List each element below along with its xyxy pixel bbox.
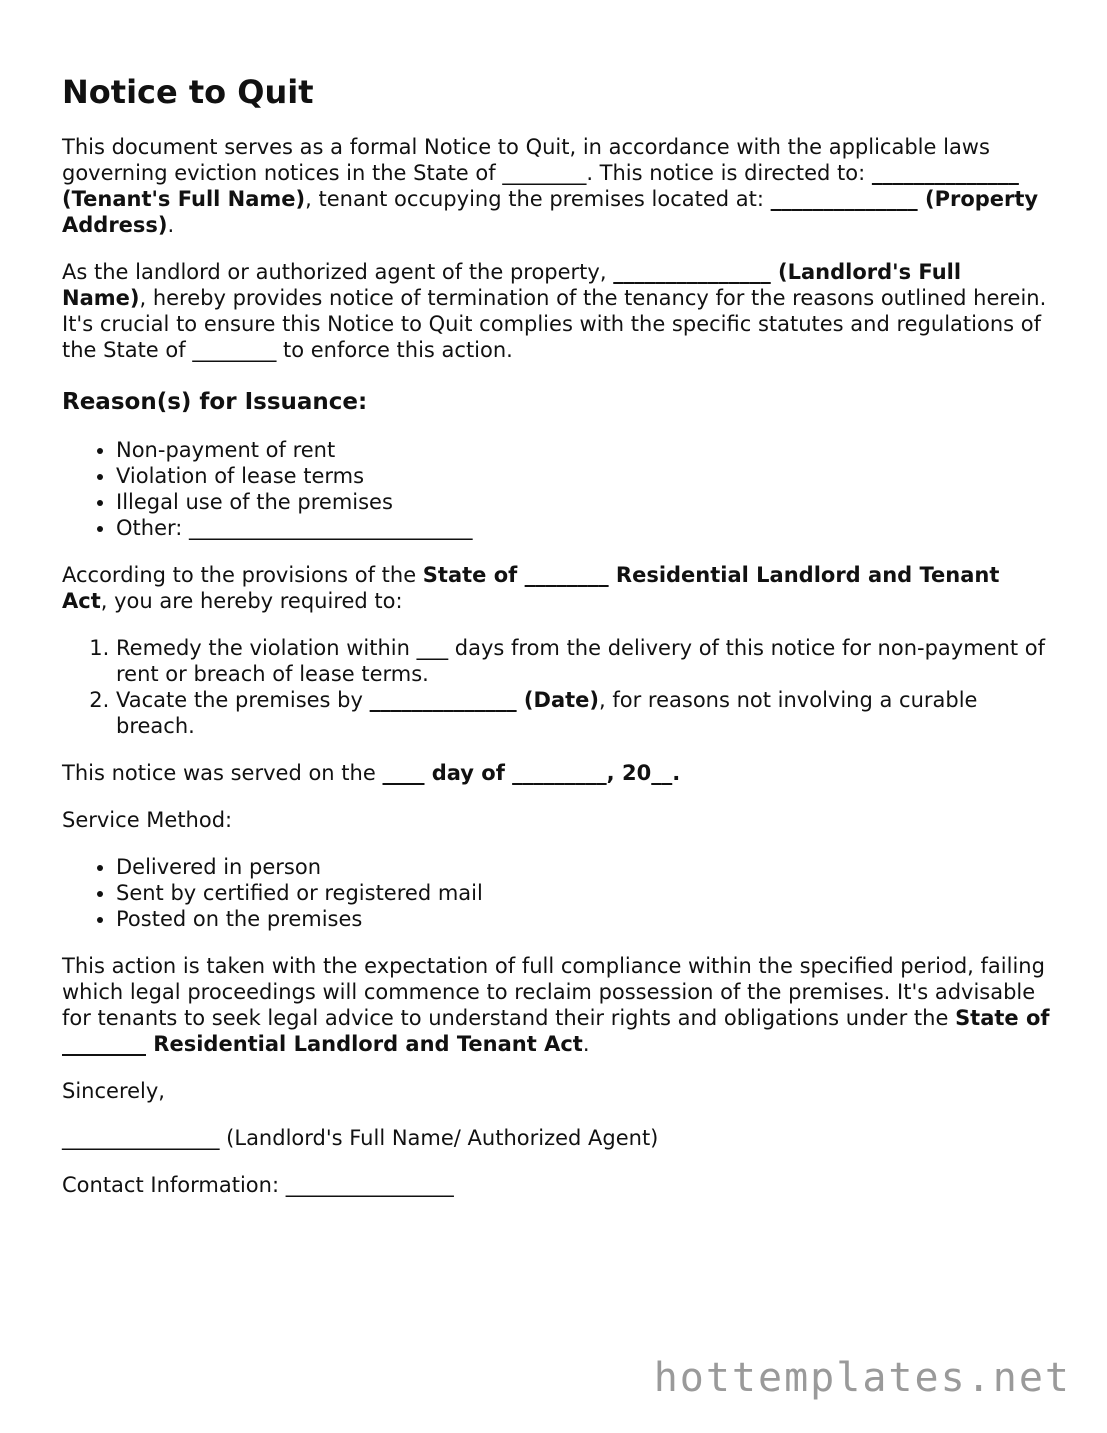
closing-text-2: . xyxy=(582,1032,590,1056)
vacate-text-1: Vacate the premises by xyxy=(116,688,370,712)
landlord-paragraph xyxy=(62,259,1052,363)
served-paragraph xyxy=(62,760,1052,786)
reason-item-illegal-use: • Illegal use of the premises xyxy=(116,489,1052,515)
vacate-text-2: , for reasons not involving a curable breach. xyxy=(116,688,978,738)
vacate-date-blank: ______________ (Date) xyxy=(369,688,600,712)
intro-paragraph xyxy=(62,134,1052,238)
reasons-heading: Reason(s) for Issuance: xyxy=(62,389,368,415)
served-date-blank: ____ day of _________, 20__. xyxy=(382,761,681,785)
service-item-in-person: • Delivered in person xyxy=(116,854,1052,880)
sincerely-line: Sincerely, xyxy=(62,1079,165,1103)
watermark-text: hottemplates.net xyxy=(653,1355,1071,1401)
service-item-mail: • Sent by certified or registered mail xyxy=(116,880,1052,906)
intro-text-2: , tenant occupying the premises located at: xyxy=(305,187,771,211)
tenant-name-blank: ______________ (Tenant's Full Name) xyxy=(62,161,1019,211)
reason-item-other: • Other: ___________________________ xyxy=(116,515,1052,541)
served-text: This notice was served on the xyxy=(62,761,383,785)
service-method-label: Service Method: xyxy=(62,808,233,832)
signature-line: _______________ (Landlord's Full Name/ Authorized Agent) xyxy=(62,1126,659,1150)
property-address-blank: ______________ (Property Address) xyxy=(62,187,1039,237)
document-page xyxy=(62,72,1052,1219)
requirement-item-vacate xyxy=(116,687,1052,739)
reason-item-violation: • Violation of lease terms xyxy=(116,463,1052,489)
landlord-name-blank: _______________ (Landlord's Full Name) xyxy=(62,260,962,310)
contact-information: Contact Information: ________________ xyxy=(62,1173,454,1197)
landlord-text-1: As the landlord or authorized agent of the property, xyxy=(62,260,614,284)
provisions-paragraph xyxy=(62,562,1052,614)
provisions-act-name: State of ________ Residential Landlord and Tenant Act xyxy=(62,563,1000,613)
closing-paragraph xyxy=(62,953,1052,1057)
document-title: Notice to Quit xyxy=(62,73,314,111)
reasons-list xyxy=(62,437,1052,541)
service-item-posted: • Posted on the premises xyxy=(116,906,1052,932)
landlord-text-2: , hereby provides notice of termination of the tenancy for the reasons outlined herein. It's crucial to ensure this Notice to Quit complies with the specific statutes and regulations of the State of ________ to enforce this action. xyxy=(62,286,1047,362)
closing-act-name: State of ________ Residential Landlord and Tenant Act xyxy=(62,1006,1050,1056)
provisions-text-2: , you are hereby required to: xyxy=(100,589,403,613)
service-method-list xyxy=(62,854,1052,932)
closing-text-1: This action is taken with the expectation of full compliance within the specified period, failing which legal proceedings will commence to reclaim possession of the premises. It's advisable for tenants to seek legal advice to understand their rights and obligations under the xyxy=(62,954,1045,1030)
requirements-list xyxy=(62,635,1052,739)
provisions-text-1: According to the provisions of the xyxy=(62,563,423,587)
intro-text-1: This document serves as a formal Notice to Quit, in accordance with the applicable laws governing eviction notices in the State of ________. This notice is directed to: xyxy=(62,135,990,185)
intro-text-3: . xyxy=(167,213,175,237)
reason-item-nonpayment: • Non-payment of rent xyxy=(116,437,1052,463)
requirement-item-remedy: 1. Remedy the violation within ___ days from the delivery of this notice for non-payment of rent or breach of lease terms. xyxy=(116,635,1052,687)
